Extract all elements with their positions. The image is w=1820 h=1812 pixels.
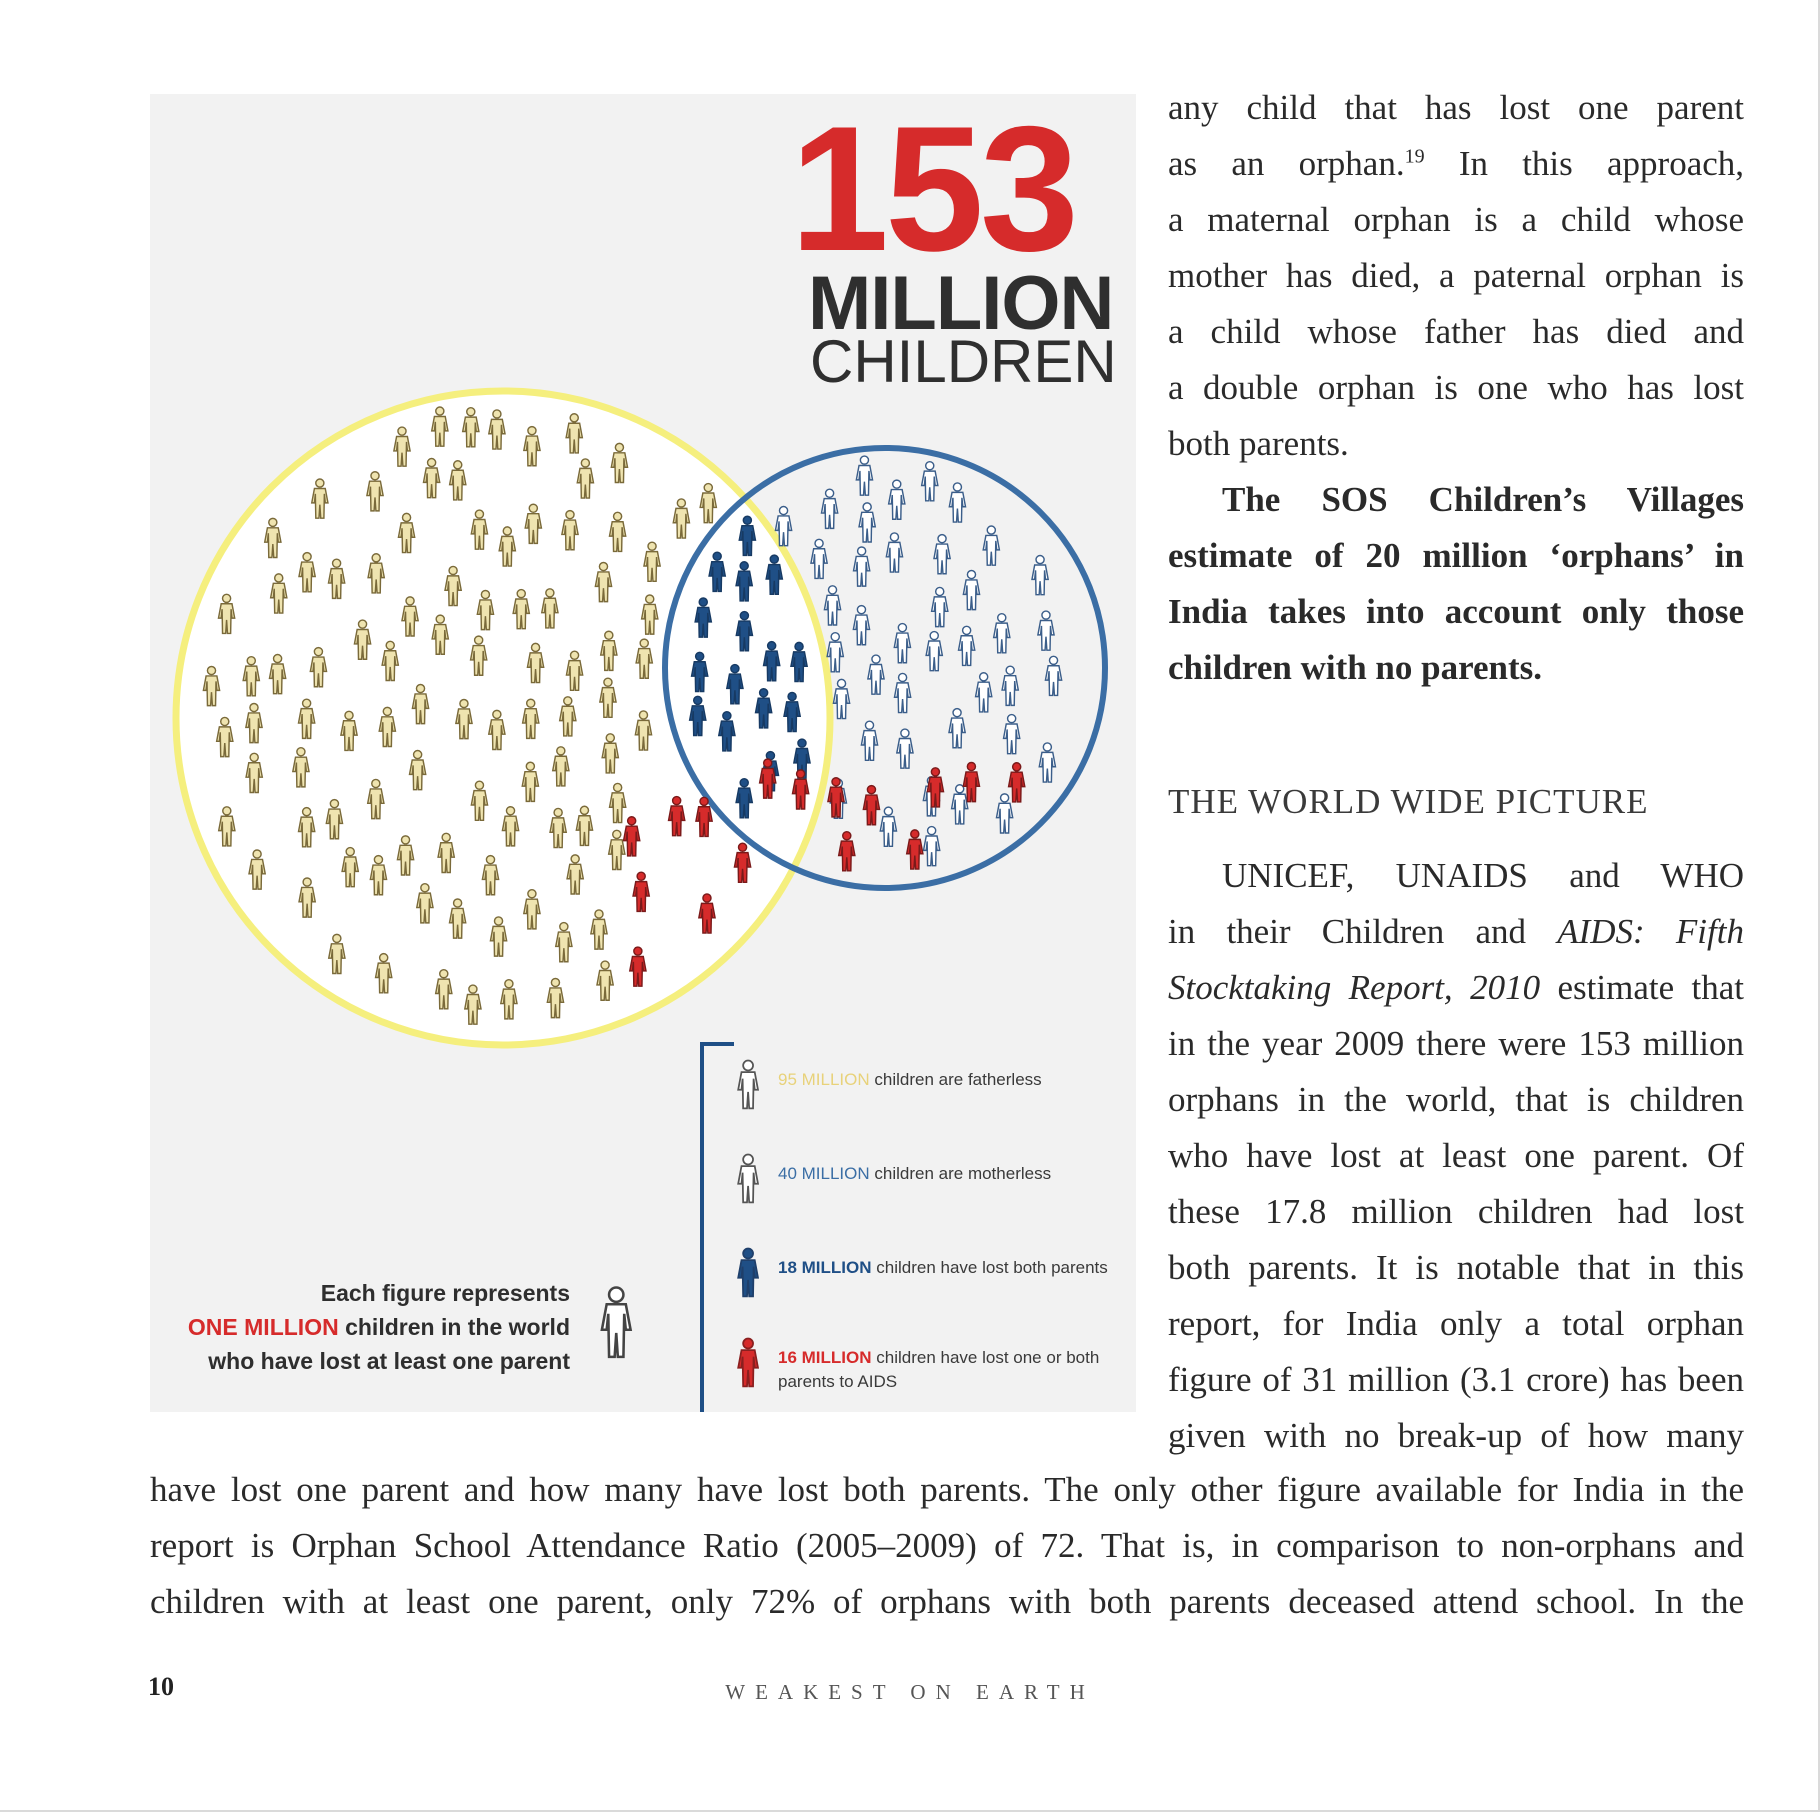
orphans-infographic [150, 89, 1136, 1412]
section-heading: THE WORLD WIDE PICTURE [1168, 782, 1649, 821]
person-figure [907, 830, 923, 869]
person-figure [854, 547, 870, 586]
figure-key-highlight: ONE MILLION [187, 1314, 339, 1340]
person-figure [1039, 743, 1055, 782]
person-figure [1032, 556, 1048, 595]
person-figure [897, 729, 913, 768]
person-figure [959, 626, 975, 665]
legend-aids-label: children have lost one or both parents to AIDS [778, 1348, 1100, 1391]
person-figure [963, 570, 979, 609]
person-figure [856, 456, 872, 495]
headline-number: 153 [790, 89, 1075, 288]
world-wide-paragraph: UNICEF, UNAIDS and WHO in their Children and AIDS: Fifth Stocktaking Report, 2010 estimate that in the year 2009 there were 153 million orphans in the world, that is children who have lost at least one parent. Of these 17.8 million children had lost both parents. It is notable that in this report, for India only a total orphan figure of 31 million (3.1 crore) has been given with no break-up of how many [1168, 856, 1745, 1455]
person-figure [811, 539, 827, 578]
person-figure [839, 832, 855, 871]
person-figure [926, 632, 942, 671]
legend-both-count: 18 MILLION [778, 1258, 872, 1277]
legend-aids [730, 1332, 1110, 1408]
person-figure [861, 721, 877, 760]
person-figure [949, 709, 965, 748]
legend-motherless-label: children are motherless [874, 1164, 1052, 1183]
legend-fatherless-count: 95 MILLION [778, 1070, 870, 1089]
right-column-text [1168, 80, 1744, 696]
person-figure [863, 786, 879, 825]
headline-million: MILLION [808, 261, 1114, 346]
full-width-paragraph: have lost one parent and how many have lost both parents. The only other figure available for India in the report is Orphan School Attendance Ratio (2005–2009) of 72. That is, in comparison to non-orphans and children with at least one parent, only 72% of orphans with both parents deceased attend school. In the [150, 1470, 1744, 1621]
fatherless-person-icon [730, 1054, 766, 1126]
legend-bar-cap [700, 1042, 734, 1046]
legend-fatherless-label: children are fatherless [874, 1070, 1042, 1089]
figure-key-text [150, 1276, 570, 1378]
person-figure [952, 785, 968, 824]
person-figure [886, 533, 902, 572]
person-figure [996, 794, 1012, 833]
figure-key-line1: Each figure represents [320, 1280, 570, 1306]
running-head: WEAKEST ON EARTH [725, 1680, 1095, 1704]
person-figure [1045, 656, 1061, 695]
headline-children: CHILDREN [810, 328, 1117, 395]
person-figure [738, 1155, 758, 1203]
motherless-person-icon [730, 1148, 766, 1220]
person-figure [602, 1287, 631, 1356]
person-figure [824, 586, 840, 625]
person-figure [924, 827, 940, 866]
figure-key-line3: who have lost at least one parent [208, 1348, 570, 1374]
legend-bar [700, 1042, 704, 1412]
paragraph-orphan-definition: any child that has lost one parent as an orphan.$^{19}$ In this approach, a maternal orphan is a child whose mother has died, a paternal orphan is a child whose father has died and a double orphan is one who has lost both parents. [1168, 88, 1745, 463]
person-figure [922, 462, 938, 501]
person-figure [894, 673, 910, 712]
person-figure [1009, 763, 1025, 802]
legend-both-label: children have lost both parents [876, 1258, 1108, 1277]
person-figure [994, 614, 1010, 653]
legend-aids-count: 16 MILLION [778, 1348, 872, 1367]
figure-key-line2: children in the world [345, 1314, 570, 1340]
person-figure [934, 535, 950, 574]
legend-motherless-count: 40 MILLION [778, 1164, 870, 1183]
person-figure [976, 673, 992, 712]
person-figure [868, 655, 884, 694]
person-figure [1002, 666, 1018, 705]
person-figure [894, 624, 910, 663]
person-figure [880, 807, 896, 846]
person-figure [822, 489, 838, 528]
person-figure [833, 679, 849, 718]
person-figure [738, 1249, 758, 1297]
person-figure [932, 587, 948, 626]
person-figure [738, 1339, 758, 1387]
legend-motherless [730, 1148, 1110, 1224]
footnote-ref: 19 [1404, 145, 1425, 168]
paragraph-sos-estimate: The SOS Children’s Villages estimate of 20 million ‘orphans’ in India takes into account only those children with no parents. [1168, 480, 1744, 687]
aids-person-icon [730, 1332, 766, 1404]
person-figure [983, 526, 999, 565]
person-figure [949, 483, 965, 522]
legend-both [730, 1242, 1110, 1318]
person-figure [889, 480, 905, 519]
person-icon [590, 1278, 644, 1382]
legend-fatherless [730, 1054, 1110, 1130]
both-parents-person-icon [730, 1242, 766, 1314]
person-figure [1004, 715, 1020, 754]
person-figure [853, 606, 869, 645]
person-figure [1038, 611, 1054, 650]
person-figure [827, 633, 843, 672]
page-number: 10 [148, 1672, 174, 1701]
person-figure [738, 1061, 758, 1109]
person-figure [859, 503, 875, 542]
